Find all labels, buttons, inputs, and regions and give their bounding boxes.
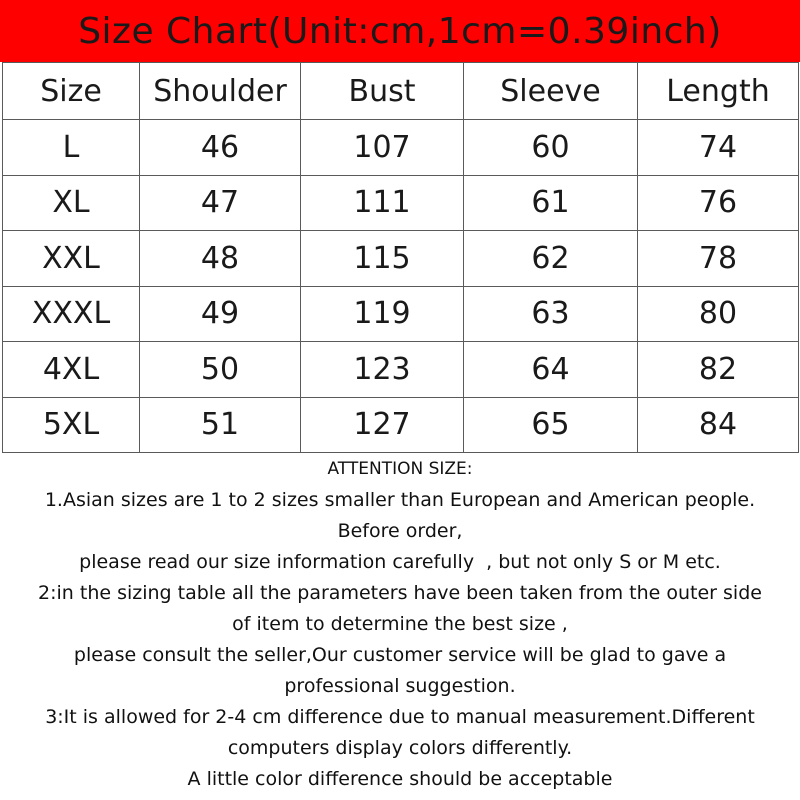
cell-length: 76 xyxy=(638,175,799,231)
note-line: Before order, xyxy=(337,520,463,542)
cell-shoulder: 47 xyxy=(140,175,301,231)
cell-shoulder: 51 xyxy=(140,397,301,453)
header-bust: Bust xyxy=(301,63,464,120)
table-row xyxy=(3,231,799,287)
cell-shoulder: 49 xyxy=(140,286,301,342)
header-size: Size xyxy=(3,63,140,120)
cell-length: 80 xyxy=(638,286,799,342)
cell-length: 78 xyxy=(638,231,799,287)
header-length: Length xyxy=(638,63,799,120)
cell-shoulder: 46 xyxy=(140,120,301,176)
cell-size: XXL xyxy=(3,231,140,287)
cell-bust: 115 xyxy=(301,231,464,287)
attention-heading: ATTENTION SIZE: xyxy=(327,459,473,479)
cell-sleeve: 64 xyxy=(464,342,638,398)
cell-bust: 123 xyxy=(301,342,464,398)
table-header-row xyxy=(3,63,799,120)
note-line: please read our size information carefully , but not only S or M etc. xyxy=(79,551,721,573)
note-line: 3:It is allowed for 2-4 cm difference due to manual measurement.Different xyxy=(45,706,755,728)
cell-size: 4XL xyxy=(3,342,140,398)
table-row xyxy=(3,342,799,398)
cell-length: 82 xyxy=(638,342,799,398)
table-row xyxy=(3,286,799,342)
cell-bust: 111 xyxy=(301,175,464,231)
table-row xyxy=(3,175,799,231)
cell-sleeve: 61 xyxy=(464,175,638,231)
cell-bust: 119 xyxy=(301,286,464,342)
header-sleeve: Sleeve xyxy=(464,63,638,120)
note-line: 1.Asian sizes are 1 to 2 sizes smaller than European and American people. xyxy=(44,489,756,511)
note-line: computers display colors differently. xyxy=(227,737,573,759)
header-shoulder: Shoulder xyxy=(140,63,301,120)
cell-length: 74 xyxy=(638,120,799,176)
cell-length: 84 xyxy=(638,397,799,453)
note-line: please consult the seller,Our customer service will be glad to gave a xyxy=(73,644,727,666)
note-line: A little color difference should be acceptable xyxy=(187,768,613,790)
size-chart-title-banner xyxy=(0,0,800,62)
cell-shoulder: 50 xyxy=(140,342,301,398)
size-table xyxy=(2,62,799,453)
cell-bust: 107 xyxy=(301,120,464,176)
note-line: 2:in the sizing table all the parameters have been taken from the outer side xyxy=(38,582,762,604)
size-chart-title: Size Chart(Unit:cm,1cm=0.39inch) xyxy=(78,10,722,52)
table-row xyxy=(3,397,799,453)
cell-sleeve: 62 xyxy=(464,231,638,287)
cell-size: L xyxy=(3,120,140,176)
note-line: professional suggestion. xyxy=(284,675,516,697)
attention-notes xyxy=(0,454,800,795)
cell-size: XL xyxy=(3,175,140,231)
cell-sleeve: 60 xyxy=(464,120,638,176)
table-row xyxy=(3,120,799,176)
cell-size: XXXL xyxy=(3,286,140,342)
cell-shoulder: 48 xyxy=(140,231,301,287)
note-line: of item to determine the best size , xyxy=(232,613,568,635)
cell-sleeve: 65 xyxy=(464,397,638,453)
cell-sleeve: 63 xyxy=(464,286,638,342)
cell-size: 5XL xyxy=(3,397,140,453)
cell-bust: 127 xyxy=(301,397,464,453)
